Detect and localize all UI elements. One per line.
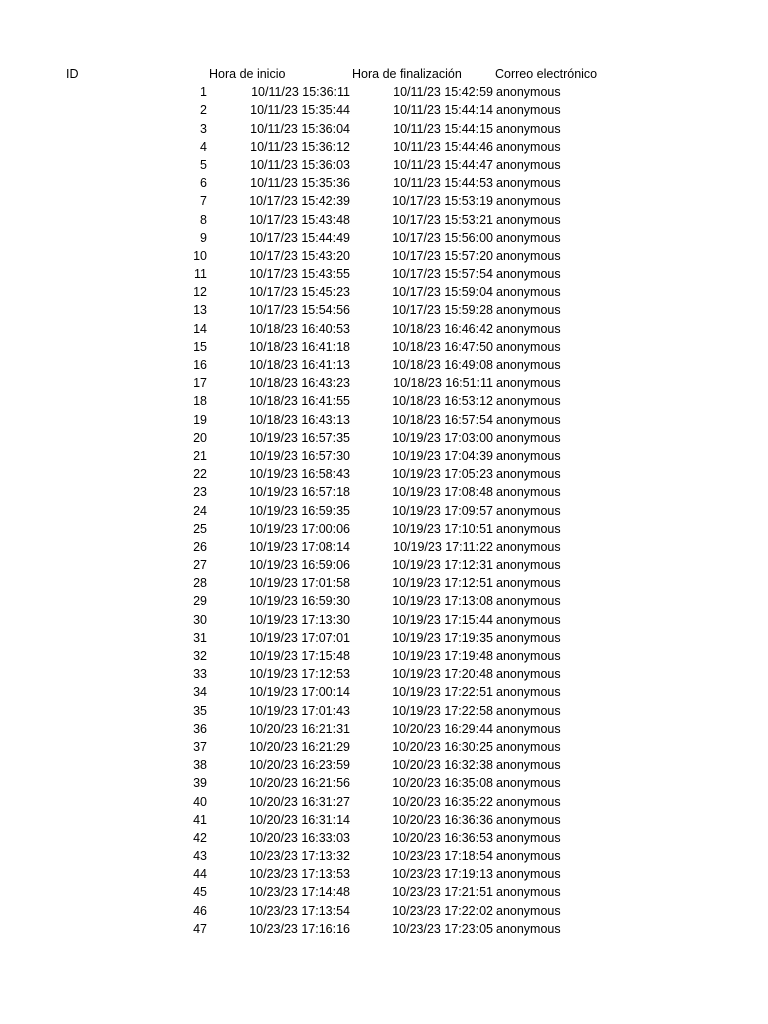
cell-id: 15 — [193, 339, 207, 354]
cell-end-time: 10/17/23 15:57:54 — [392, 267, 493, 282]
table-row — [0, 374, 768, 392]
table-row — [0, 101, 768, 119]
cell-start-time: 10/20/23 16:21:56 — [249, 776, 350, 791]
cell-end-time: 10/18/23 16:49:08 — [392, 358, 493, 372]
cell-end-time: 10/23/23 17:19:13 — [392, 867, 493, 882]
table-row — [0, 356, 768, 374]
cell-email: anonymous — [496, 503, 561, 518]
cell-start-time: 10/11/23 15:36:03 — [250, 157, 350, 172]
cell-end-time: 10/11/23 15:42:59 — [393, 85, 493, 100]
table-row — [0, 465, 768, 483]
cell-email: anonymous — [496, 667, 561, 682]
table-row — [0, 174, 768, 192]
cell-start-time: 10/20/23 16:23:59 — [249, 758, 350, 773]
cell-end-time: 10/23/23 17:22:02 — [392, 903, 493, 918]
cell-email: anonymous — [496, 85, 561, 100]
cell-start-time: 10/23/23 17:13:53 — [249, 867, 350, 882]
cell-end-time: 10/20/23 16:35:22 — [392, 794, 493, 809]
column-header-end-time: Hora de finalización — [352, 67, 462, 81]
cell-id: 41 — [193, 812, 207, 827]
cell-email: anonymous — [496, 394, 561, 409]
cell-end-time: 10/18/23 16:51:11 — [393, 376, 493, 391]
cell-start-time: 10/23/23 17:14:48 — [249, 885, 350, 900]
cell-start-time: 10/20/23 16:21:31 — [249, 721, 350, 736]
cell-id: 46 — [193, 903, 207, 918]
cell-id: 20 — [193, 430, 207, 445]
cell-end-time: 10/20/23 16:30:25 — [392, 739, 493, 754]
table-row — [0, 556, 768, 574]
cell-email: anonymous — [496, 721, 561, 736]
cell-start-time: 10/23/23 17:13:32 — [249, 849, 350, 864]
cell-start-time: 10/19/23 16:57:35 — [249, 430, 350, 445]
cell-id: 44 — [193, 867, 207, 882]
cell-start-time: 10/18/23 16:43:13 — [249, 412, 350, 427]
table-row — [0, 738, 768, 756]
table-row — [0, 520, 768, 538]
cell-end-time: 10/19/23 17:13:08 — [392, 594, 493, 609]
cell-id: 23 — [193, 485, 207, 500]
table-row — [0, 156, 768, 174]
table-row — [0, 447, 768, 465]
cell-email: anonymous — [496, 485, 561, 500]
cell-start-time: 10/18/23 16:41:55 — [249, 394, 350, 409]
table-row — [0, 338, 768, 356]
cell-email: anonymous — [496, 412, 561, 427]
table-row — [0, 265, 768, 283]
table-row — [0, 283, 768, 301]
cell-email: anonymous — [496, 594, 561, 609]
cell-start-time: 10/19/23 16:59:06 — [249, 558, 350, 573]
cell-email: anonymous — [496, 812, 561, 827]
cell-end-time: 10/17/23 15:53:21 — [392, 212, 493, 227]
cell-start-time: 10/18/23 16:43:23 — [249, 376, 350, 391]
cell-id: 5 — [200, 157, 207, 172]
cell-email: anonymous — [496, 267, 561, 282]
table-row — [0, 392, 768, 410]
cell-start-time: 10/17/23 15:42:39 — [249, 194, 350, 209]
cell-end-time: 10/11/23 15:44:15 — [393, 121, 493, 136]
cell-id: 11 — [194, 267, 207, 282]
table-row — [0, 429, 768, 447]
cell-id: 40 — [193, 794, 207, 809]
table-row — [0, 247, 768, 265]
cell-id: 7 — [200, 194, 207, 209]
cell-id: 24 — [193, 503, 207, 518]
cell-start-time: 10/17/23 15:44:49 — [249, 230, 350, 245]
cell-start-time: 10/19/23 16:59:35 — [249, 503, 350, 518]
cell-email: anonymous — [496, 576, 561, 591]
column-header-email: Correo electrónico — [495, 67, 598, 81]
cell-email: anonymous — [496, 467, 561, 482]
cell-id: 2 — [200, 103, 207, 118]
cell-end-time: 10/19/23 17:11:22 — [393, 539, 493, 554]
cell-email: anonymous — [496, 794, 561, 809]
cell-end-time: 10/17/23 15:59:28 — [392, 303, 493, 318]
cell-end-time: 10/18/23 16:57:54 — [392, 412, 493, 427]
cell-start-time: 10/11/23 15:36:12 — [250, 139, 350, 154]
table-row — [0, 920, 768, 938]
cell-email: anonymous — [496, 448, 561, 463]
table-row — [0, 702, 768, 720]
cell-email: anonymous — [496, 649, 561, 663]
cell-email: anonymous — [496, 358, 561, 372]
table-row — [0, 192, 768, 210]
cell-start-time: 10/19/23 17:12:53 — [249, 667, 350, 682]
cell-end-time: 10/19/23 17:09:57 — [392, 503, 493, 518]
cell-start-time: 10/23/23 17:16:16 — [249, 921, 350, 936]
table-row — [0, 502, 768, 520]
cell-id: 36 — [193, 721, 207, 736]
cell-id: 21 — [193, 448, 207, 463]
cell-id: 25 — [193, 521, 207, 536]
cell-email: anonymous — [496, 521, 561, 536]
cell-id: 34 — [193, 685, 207, 700]
table-row — [0, 811, 768, 829]
cell-email: anonymous — [496, 103, 561, 118]
cell-end-time: 10/11/23 15:44:47 — [393, 157, 493, 172]
table-row — [0, 301, 768, 319]
table-row — [0, 574, 768, 592]
cell-id: 26 — [193, 539, 207, 554]
cell-start-time: 10/23/23 17:13:54 — [249, 903, 350, 918]
cell-end-time: 10/19/23 17:12:51 — [392, 576, 493, 591]
cell-email: anonymous — [496, 139, 561, 154]
cell-start-time: 10/20/23 16:21:29 — [249, 739, 350, 754]
cell-id: 22 — [193, 467, 207, 482]
cell-end-time: 10/20/23 16:36:53 — [392, 830, 493, 845]
cell-email: anonymous — [496, 885, 561, 900]
cell-email: anonymous — [496, 176, 561, 191]
cell-id: 8 — [200, 212, 207, 227]
cell-start-time: 10/19/23 17:07:01 — [249, 630, 350, 645]
cell-end-time: 10/23/23 17:18:54 — [392, 849, 493, 864]
cell-end-time: 10/19/23 17:03:00 — [392, 430, 493, 445]
table-row — [0, 774, 768, 792]
cell-start-time: 10/20/23 16:33:03 — [249, 830, 350, 845]
cell-end-time: 10/19/23 17:08:48 — [392, 485, 493, 500]
cell-email: anonymous — [496, 121, 561, 136]
table-row — [0, 411, 768, 429]
cell-email: anonymous — [496, 248, 561, 263]
cell-id: 17 — [193, 376, 207, 391]
cell-email: anonymous — [496, 194, 561, 209]
cell-email: anonymous — [496, 321, 561, 336]
cell-end-time: 10/17/23 15:56:00 — [392, 230, 493, 245]
cell-start-time: 10/18/23 16:40:53 — [249, 321, 350, 336]
cell-start-time: 10/11/23 15:35:44 — [250, 103, 350, 118]
cell-id: 43 — [193, 849, 207, 864]
cell-id: 42 — [193, 830, 207, 845]
cell-email: anonymous — [496, 303, 561, 318]
cell-email: anonymous — [496, 830, 561, 845]
cell-end-time: 10/19/23 17:19:35 — [392, 630, 493, 645]
table-row — [0, 793, 768, 811]
cell-end-time: 10/20/23 16:35:08 — [392, 776, 493, 791]
cell-start-time: 10/19/23 16:57:18 — [249, 485, 350, 500]
cell-id: 1 — [200, 85, 207, 100]
table-row — [0, 611, 768, 629]
table-row — [0, 483, 768, 501]
cell-id: 3 — [200, 121, 207, 136]
cell-email: anonymous — [496, 285, 561, 300]
cell-id: 32 — [193, 649, 207, 663]
cell-id: 16 — [193, 358, 207, 372]
cell-email: anonymous — [496, 921, 561, 936]
table-row — [0, 847, 768, 865]
table-row — [0, 902, 768, 920]
cell-end-time: 10/23/23 17:21:51 — [392, 885, 493, 900]
table-row — [0, 683, 768, 701]
cell-id: 18 — [193, 394, 207, 409]
cell-id: 30 — [193, 612, 207, 627]
cell-id: 35 — [193, 703, 207, 718]
cell-start-time: 10/17/23 15:45:23 — [249, 285, 350, 300]
cell-start-time: 10/11/23 15:35:36 — [250, 176, 350, 191]
cell-end-time: 10/19/23 17:20:48 — [392, 667, 493, 682]
cell-email: anonymous — [496, 703, 561, 718]
cell-email: anonymous — [496, 157, 561, 172]
cell-end-time: 10/19/23 17:22:51 — [392, 685, 493, 700]
column-header-id: ID — [66, 67, 79, 81]
cell-id: 12 — [193, 285, 207, 300]
cell-end-time: 10/23/23 17:23:05 — [392, 921, 493, 936]
cell-id: 33 — [193, 667, 207, 682]
table-row — [0, 229, 768, 247]
cell-start-time: 10/17/23 15:43:20 — [249, 248, 350, 263]
table-row — [0, 883, 768, 901]
cell-end-time: 10/18/23 16:47:50 — [392, 339, 493, 354]
cell-end-time: 10/11/23 15:44:53 — [393, 176, 493, 191]
cell-id: 37 — [193, 739, 207, 754]
cell-end-time: 10/20/23 16:29:44 — [392, 721, 493, 736]
cell-end-time: 10/19/23 17:15:44 — [392, 612, 493, 627]
cell-email: anonymous — [496, 776, 561, 791]
cell-id: 45 — [193, 885, 207, 900]
table-row — [0, 829, 768, 847]
cell-id: 6 — [200, 176, 207, 191]
cell-end-time: 10/19/23 17:12:31 — [392, 558, 493, 573]
cell-start-time: 10/17/23 15:43:48 — [249, 212, 350, 227]
cell-id: 9 — [200, 230, 207, 245]
cell-email: anonymous — [496, 430, 561, 445]
cell-email: anonymous — [496, 739, 561, 754]
table-row — [0, 592, 768, 610]
table-row — [0, 320, 768, 338]
cell-email: anonymous — [496, 867, 561, 882]
cell-start-time: 10/20/23 16:31:14 — [249, 812, 350, 827]
cell-end-time: 10/17/23 15:59:04 — [392, 285, 493, 300]
cell-email: anonymous — [496, 685, 561, 700]
cell-email: anonymous — [496, 558, 561, 573]
cell-end-time: 10/18/23 16:53:12 — [392, 394, 493, 409]
cell-start-time: 10/19/23 17:01:58 — [249, 576, 350, 591]
cell-id: 14 — [193, 321, 207, 336]
table-header-row — [0, 65, 768, 83]
cell-end-time: 10/17/23 15:57:20 — [392, 248, 493, 263]
cell-start-time: 10/11/23 15:36:04 — [250, 121, 350, 136]
cell-email: anonymous — [496, 339, 561, 354]
table-body — [0, 83, 768, 938]
cell-email: anonymous — [496, 630, 561, 645]
cell-start-time: 10/19/23 17:00:14 — [249, 685, 350, 700]
cell-email: anonymous — [496, 758, 561, 773]
cell-id: 27 — [193, 558, 207, 573]
cell-id: 39 — [193, 776, 207, 791]
cell-email: anonymous — [496, 376, 561, 391]
table-row — [0, 865, 768, 883]
cell-id: 31 — [193, 630, 207, 645]
table-row — [0, 720, 768, 738]
cell-email: anonymous — [496, 849, 561, 864]
cell-start-time: 10/19/23 16:57:30 — [249, 448, 350, 463]
table-row — [0, 665, 768, 683]
table-row — [0, 629, 768, 647]
cell-end-time: 10/20/23 16:36:36 — [392, 812, 493, 827]
table-row — [0, 83, 768, 101]
cell-end-time: 10/19/23 17:05:23 — [392, 467, 493, 482]
cell-id: 47 — [193, 921, 207, 936]
table-row — [0, 138, 768, 156]
cell-id: 13 — [193, 303, 207, 318]
cell-end-time: 10/11/23 15:44:14 — [393, 103, 493, 118]
cell-id: 4 — [200, 139, 207, 154]
cell-start-time: 10/20/23 16:31:27 — [249, 794, 350, 809]
cell-start-time: 10/17/23 15:43:55 — [249, 267, 350, 282]
cell-start-time: 10/11/23 15:36:11 — [251, 85, 350, 100]
cell-end-time: 10/19/23 17:22:58 — [392, 703, 493, 718]
table-row — [0, 538, 768, 556]
cell-start-time: 10/17/23 15:54:56 — [249, 303, 350, 318]
table-row — [0, 120, 768, 138]
table-row — [0, 647, 768, 665]
cell-end-time: 10/20/23 16:32:38 — [392, 758, 493, 773]
cell-email: anonymous — [496, 903, 561, 918]
cell-start-time: 10/19/23 16:58:43 — [249, 467, 350, 482]
cell-email: anonymous — [496, 230, 561, 245]
cell-start-time: 10/19/23 17:00:06 — [249, 521, 350, 536]
cell-start-time: 10/18/23 16:41:13 — [249, 358, 350, 372]
table-row — [0, 211, 768, 229]
cell-id: 29 — [193, 594, 207, 609]
cell-start-time: 10/19/23 17:08:14 — [249, 539, 350, 554]
cell-start-time: 10/19/23 17:15:48 — [249, 649, 350, 663]
cell-id: 28 — [193, 576, 207, 591]
cell-end-time: 10/19/23 17:19:48 — [392, 649, 493, 663]
cell-email: anonymous — [496, 212, 561, 227]
cell-id: 10 — [193, 248, 207, 263]
column-header-start-time: Hora de inicio — [209, 67, 286, 81]
cell-end-time: 10/18/23 16:46:42 — [392, 321, 493, 336]
cell-email: anonymous — [496, 612, 561, 627]
cell-end-time: 10/19/23 17:04:39 — [392, 448, 493, 463]
cell-email: anonymous — [496, 539, 561, 554]
cell-end-time: 10/19/23 17:10:51 — [392, 521, 493, 536]
table-row — [0, 756, 768, 774]
cell-start-time: 10/19/23 17:13:30 — [249, 612, 350, 627]
cell-id: 38 — [193, 758, 207, 773]
cell-end-time: 10/17/23 15:53:19 — [392, 194, 493, 209]
cell-start-time: 10/18/23 16:41:18 — [249, 339, 350, 354]
spreadsheet-table — [0, 65, 768, 938]
cell-start-time: 10/19/23 16:59:30 — [249, 594, 350, 609]
cell-end-time: 10/11/23 15:44:46 — [393, 139, 493, 154]
cell-start-time: 10/19/23 17:01:43 — [249, 703, 350, 718]
cell-id: 19 — [193, 412, 207, 427]
